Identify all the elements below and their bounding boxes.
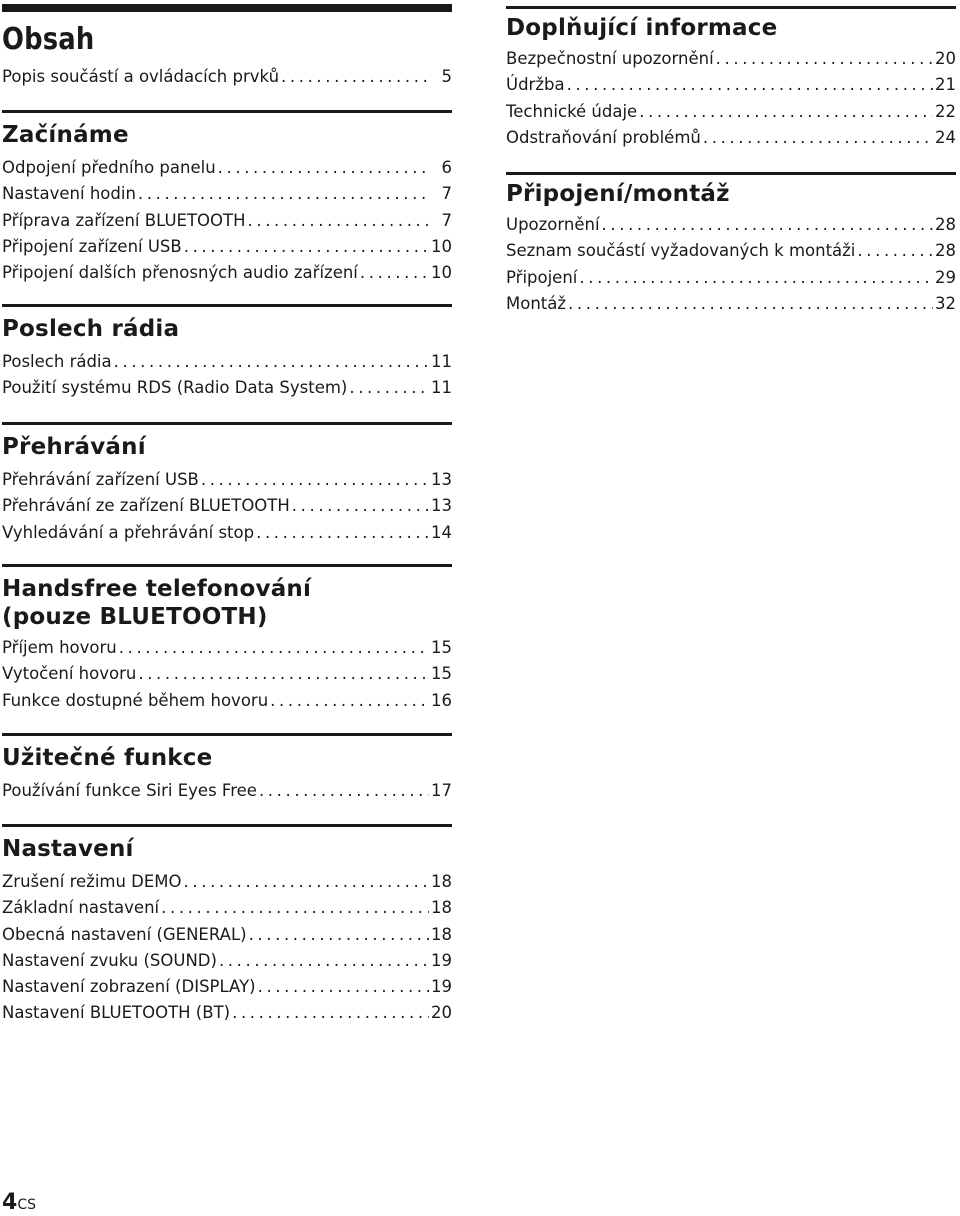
toc-entry-label: Bezpečnostní upozornění — [506, 49, 714, 68]
section-pripojeni-montaz — [506, 172, 956, 317]
toc-entry-label: Přehrávání ze zařízení BLUETOOTH — [2, 496, 290, 516]
section-divider — [2, 4, 452, 12]
toc-entry-page: 6 — [441, 158, 452, 177]
toc-entry-label: Příjem hovoru — [2, 638, 117, 657]
toc-entry[interactable] — [506, 72, 956, 98]
toc-entry[interactable] — [2, 974, 452, 1000]
dot-leader — [270, 688, 429, 714]
toc-entry-page: 28 — [935, 215, 956, 234]
toc-entry[interactable] — [2, 467, 452, 493]
toc-entry[interactable] — [506, 125, 956, 151]
dot-leader — [292, 493, 429, 519]
dot-leader — [184, 234, 429, 260]
toc-entry-page: 20 — [431, 1003, 452, 1023]
toc-entry-label: Nastavení hodin — [2, 184, 136, 204]
toc-entry-page: 32 — [935, 293, 956, 313]
toc-entry[interactable] — [2, 208, 452, 234]
section-divider — [506, 172, 956, 175]
dot-leader — [857, 238, 933, 264]
dot-leader — [256, 520, 429, 546]
dot-leader — [639, 99, 933, 125]
toc-entry-page: 15 — [431, 664, 452, 684]
toc-entry-label: Nastavení zvuku (SOUND) — [2, 950, 217, 970]
dot-leader — [119, 635, 429, 661]
section-title: Začínáme — [2, 122, 129, 148]
toc-entry-page: 13 — [431, 496, 452, 516]
dot-leader — [201, 467, 429, 493]
section-prehravani — [2, 422, 452, 546]
section-title — [2, 575, 452, 631]
section-title: Doplňující informace — [506, 15, 778, 41]
section-poslech-radia — [2, 304, 452, 402]
toc-entry-label: Příprava zařízení BLUETOOTH — [2, 210, 246, 230]
toc-entry-page: 10 — [431, 236, 452, 256]
toc-entry[interactable] — [2, 869, 452, 895]
section-title: Poslech rádia — [2, 316, 180, 342]
dot-leader — [567, 72, 933, 98]
language-code: CS — [17, 1197, 36, 1213]
toc-entry[interactable] — [2, 155, 452, 181]
toc-entry-label: Upozornění — [506, 215, 600, 234]
section-obsah — [2, 4, 452, 90]
dot-leader — [568, 291, 933, 317]
section-divider — [2, 733, 452, 736]
toc-entry-page: 11 — [431, 352, 452, 371]
dot-leader — [184, 869, 429, 895]
dot-leader — [138, 661, 429, 687]
toc-entry[interactable] — [506, 291, 956, 317]
toc-entry[interactable] — [506, 99, 956, 125]
toc-entry[interactable] — [2, 64, 452, 90]
section-divider — [506, 6, 956, 9]
toc-entry[interactable] — [2, 181, 452, 207]
toc-entry-page: 11 — [431, 378, 452, 398]
toc-entry-label: Použití systému RDS (Radio Data System) — [2, 378, 348, 398]
toc-entry[interactable] — [2, 661, 452, 687]
toc-entry-label: Obecná nastavení (GENERAL) — [2, 924, 247, 944]
toc-entry-page: 10 — [431, 263, 452, 283]
toc-entry[interactable] — [2, 922, 452, 948]
toc-entry-page: 21 — [935, 75, 956, 95]
section-title-line: Handsfree telefonování — [2, 576, 312, 602]
toc-entry[interactable] — [2, 493, 452, 519]
toc-entry[interactable] — [2, 375, 452, 401]
dot-leader — [349, 375, 429, 401]
section-title-line: (pouze BLUETOOTH) — [2, 604, 268, 630]
section-handsfree — [2, 564, 452, 714]
toc-entry-label: Seznam součástí vyžadovaných k montáži — [506, 241, 856, 261]
toc-entry-page: 18 — [431, 872, 452, 891]
toc-entry-label: Nastavení BLUETOOTH (BT) — [2, 1003, 231, 1023]
dot-leader — [114, 349, 429, 375]
toc-entry[interactable] — [2, 260, 452, 286]
dot-leader — [579, 265, 933, 291]
toc-entry-page: 17 — [431, 781, 452, 800]
section-zaciname — [2, 110, 452, 286]
toc-entry-label: Poslech rádia — [2, 352, 112, 371]
section-divider — [2, 422, 452, 425]
section-nastaveni — [2, 824, 452, 1027]
dot-leader — [259, 778, 429, 804]
toc-entry-page: 28 — [935, 241, 956, 261]
section-title: Užitečné funkce — [2, 745, 213, 771]
toc-entry-label: Připojení zařízení USB — [2, 236, 182, 256]
toc-entry-label: Vyhledávání a přehrávání stop — [2, 522, 255, 542]
section-doplnujici-informace — [506, 6, 956, 151]
toc-entry-page: 14 — [431, 522, 452, 542]
toc-entry[interactable] — [506, 212, 956, 238]
dot-leader — [360, 260, 429, 286]
toc-entry[interactable] — [2, 234, 452, 260]
toc-entry-label: Nastavení zobrazení (DISPLAY) — [2, 977, 256, 997]
section-title: Přehrávání — [2, 434, 146, 460]
toc-entry-label: Připojení dalších přenosných audio zařízení — [2, 263, 358, 283]
dot-leader — [218, 155, 430, 181]
toc-entry-label: Údržba — [506, 75, 565, 95]
toc-entry-page: 20 — [935, 49, 956, 68]
toc-entry-label: Používání funkce Siri Eyes Free — [2, 781, 257, 800]
toc-entry-page: 7 — [441, 210, 452, 230]
toc-entry[interactable] — [2, 1000, 452, 1026]
toc-entry-page: 18 — [431, 898, 452, 918]
toc-entry-label: Odstraňování problémů — [506, 127, 701, 147]
toc-entry-page: 16 — [431, 690, 452, 710]
toc-entry-page: 19 — [431, 950, 452, 970]
toc-entry-page: 7 — [441, 184, 452, 204]
toc-entry-label: Montáž — [506, 293, 567, 313]
dot-leader — [716, 46, 933, 72]
dot-leader — [258, 974, 429, 1000]
toc-entry[interactable] — [2, 635, 452, 661]
section-title: Nastavení — [2, 836, 134, 862]
dot-leader — [232, 1000, 429, 1026]
toc-entry[interactable] — [2, 778, 452, 804]
dot-leader — [249, 922, 429, 948]
dot-leader — [703, 125, 933, 151]
section-divider — [2, 110, 452, 113]
toc-entry[interactable] — [506, 265, 956, 291]
toc-entry-label: Zrušení režimu DEMO — [2, 872, 182, 891]
toc-entry-label: Odpojení předního panelu — [2, 158, 216, 177]
toc-entry-label: Přehrávání zařízení USB — [2, 470, 199, 489]
dot-leader — [602, 212, 933, 238]
toc-entry-page: 13 — [431, 470, 452, 489]
toc-entry[interactable] — [2, 895, 452, 921]
toc-entry[interactable] — [506, 46, 956, 72]
toc-entry-page: 24 — [935, 127, 956, 147]
toc-entry-page: 19 — [431, 977, 452, 997]
toc-entry-page: 29 — [935, 267, 956, 287]
toc-entry-label: Základní nastavení — [2, 898, 160, 918]
section-uzitecne-funkce — [2, 733, 452, 804]
toc-entry-label: Technické údaje — [506, 101, 638, 121]
toc-entry-label: Připojení — [506, 267, 578, 287]
dot-leader — [281, 64, 430, 90]
page-title: Obsah — [2, 22, 95, 57]
dot-leader — [138, 181, 430, 207]
section-divider — [2, 304, 452, 307]
page-number: 4 — [2, 1190, 18, 1215]
section-divider — [2, 824, 452, 827]
toc-entry-page: 22 — [935, 101, 956, 121]
toc-entry-page: 5 — [441, 67, 452, 86]
page-footer — [2, 1190, 36, 1215]
toc-entry[interactable] — [2, 948, 452, 974]
toc-entry-page: 18 — [431, 924, 452, 944]
toc-entry[interactable] — [506, 238, 956, 264]
toc-entry-label: Funkce dostupné během hovoru — [2, 690, 269, 710]
section-divider — [2, 564, 452, 567]
dot-leader — [219, 948, 429, 974]
toc-entry[interactable] — [2, 349, 452, 375]
toc-entry[interactable] — [2, 520, 452, 546]
dot-leader — [248, 208, 431, 234]
dot-leader — [161, 895, 429, 921]
toc-entry[interactable] — [2, 688, 452, 714]
toc-entry-label: Vytočení hovoru — [2, 664, 137, 684]
toc-entry-label: Popis součástí a ovládacích prvků — [2, 67, 280, 86]
toc-entry-page: 15 — [431, 638, 452, 657]
section-title: Připojení/montáž — [506, 181, 730, 207]
